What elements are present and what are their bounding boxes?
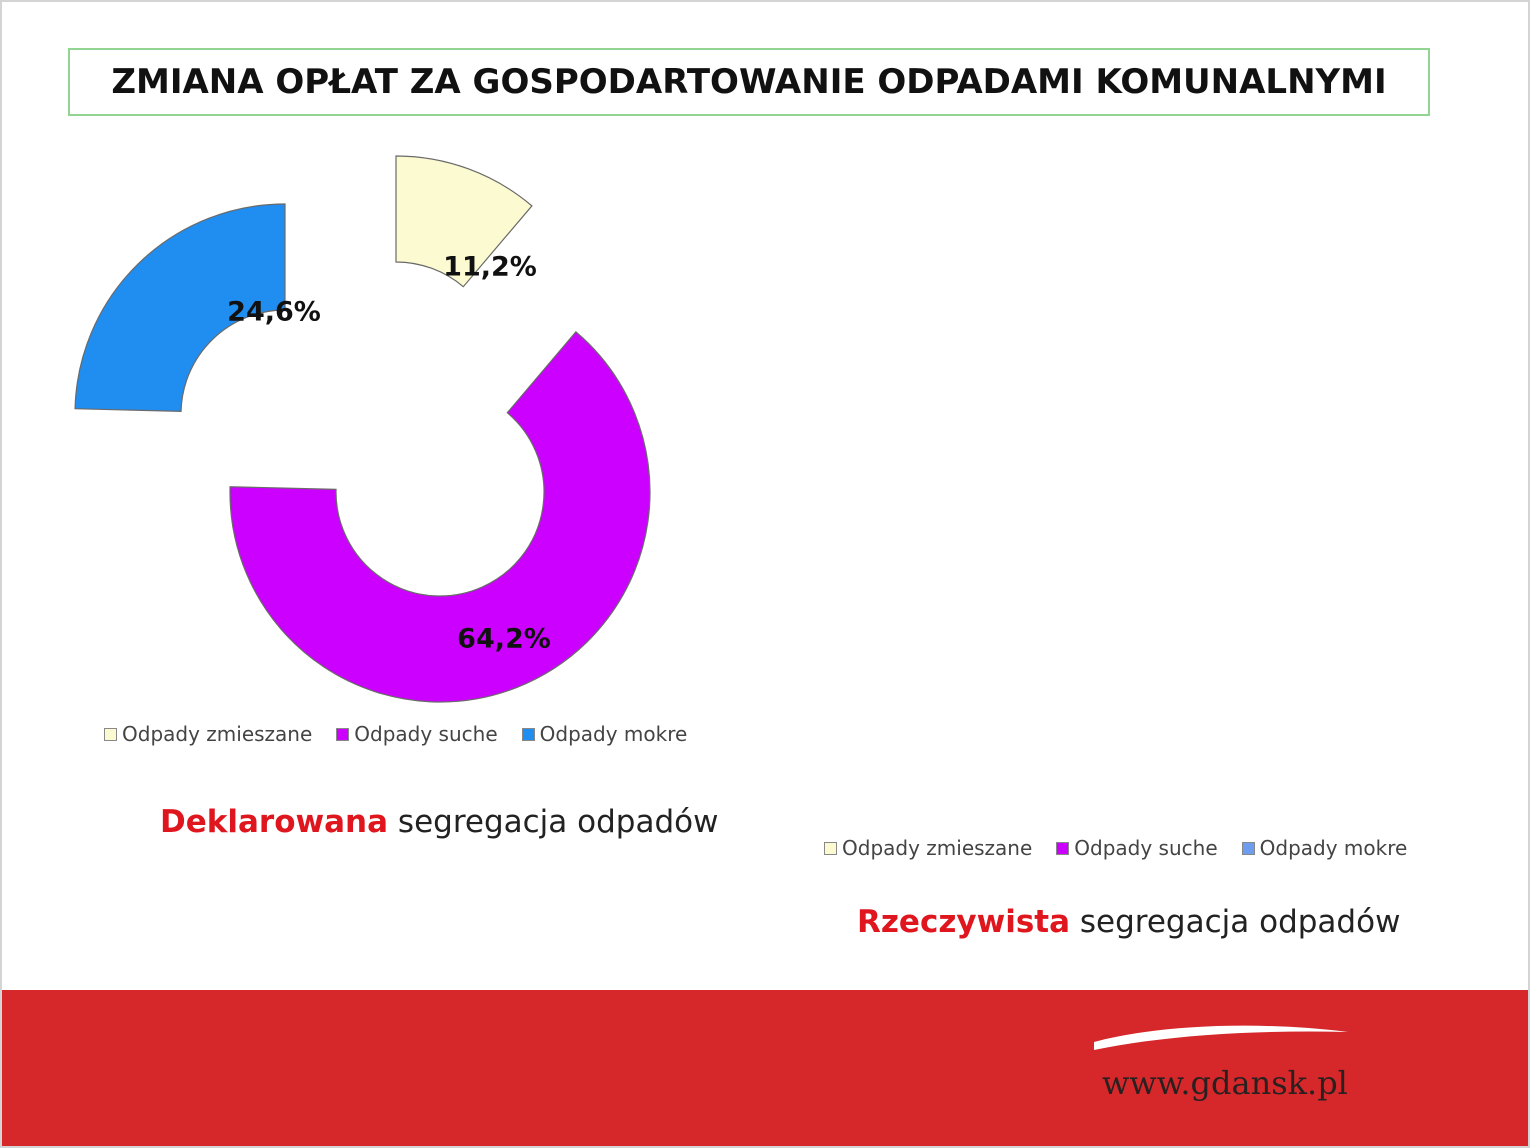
legend-label-wet: Odpady mokre (1259, 836, 1408, 860)
legend-item-wet (1242, 836, 1408, 860)
caption-declared-rest: segregacja odpadów (388, 804, 719, 840)
legend-swatch-wet (522, 728, 535, 741)
legend-item-mixed (824, 836, 1032, 860)
data-label-dry: 64,2% (457, 623, 551, 655)
data-label-mixed: 11,2% (443, 251, 537, 283)
legend-item-mixed (104, 722, 312, 746)
legend-label-wet: Odpady mokre (539, 722, 688, 746)
legend-item-wet (522, 722, 688, 746)
legend-swatch-mixed (104, 728, 117, 741)
legend-label-dry: Odpady suche (354, 722, 498, 746)
data-label-wet: 24,6% (227, 296, 321, 328)
legend-label-dry: Odpady suche (1074, 836, 1218, 860)
legend-label-mixed: Odpady zmieszane (122, 722, 313, 746)
caption-actual (857, 904, 1400, 940)
gdansk-swoosh-icon (1092, 1020, 1352, 1060)
donut-chart-declared (2, 2, 1530, 1148)
footer-bar (2, 990, 1528, 1146)
footer-url: www.gdansk.pl (1102, 1064, 1348, 1102)
page-title: ZMIANA OPŁAT ZA GOSPODARTOWANIE ODPADAMI KOMUNALNYMI (111, 62, 1387, 102)
legend-swatch-dry (1056, 842, 1069, 855)
legend-item-dry (336, 722, 497, 746)
legend-declared (104, 722, 711, 746)
legend-actual (824, 836, 1431, 860)
caption-actual-highlight: Rzeczywista (857, 904, 1071, 940)
legend-swatch-dry (336, 728, 349, 741)
legend-swatch-mixed (824, 842, 837, 855)
donut-slice-dry (230, 332, 650, 702)
legend-item-dry (1056, 836, 1217, 860)
caption-actual-rest: segregacja odpadów (1070, 904, 1401, 940)
legend-label-mixed: Odpady zmieszane (842, 836, 1033, 860)
caption-declared-highlight: Deklarowana (160, 804, 389, 840)
caption-declared (160, 804, 718, 840)
legend-swatch-wet (1242, 842, 1255, 855)
